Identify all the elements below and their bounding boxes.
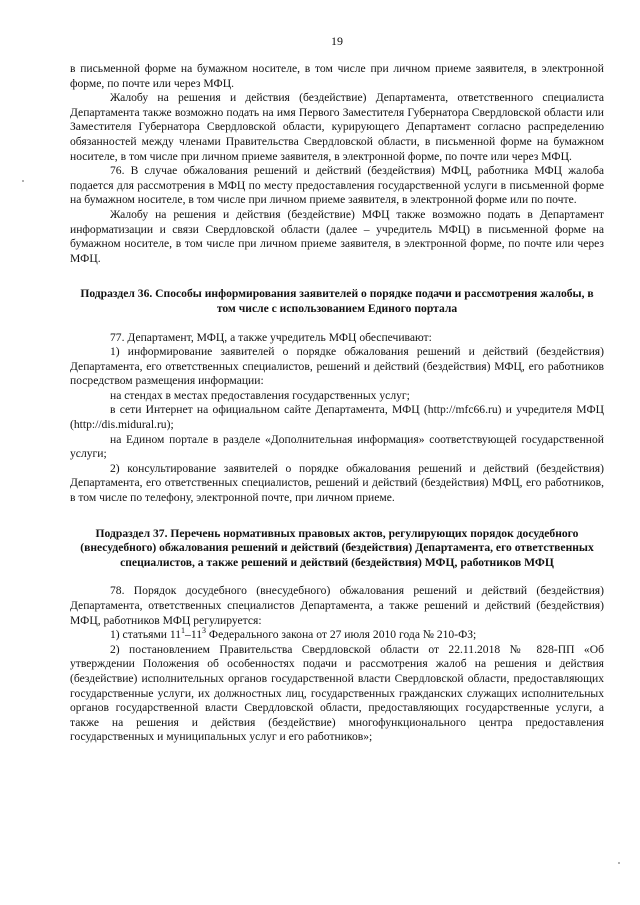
paragraph: 77. Департамент, МФЦ, а также учредитель МФЦ обеспечивают: <box>110 330 432 344</box>
superscript: 3 <box>202 626 207 636</box>
paragraph: Жалобу на решения и действия (бездействие) МФЦ также возможно подать в Департамент информатизации и связи Свердловской области (далее – учредитель МФЦ) в письменной форме на бумажном носителе, в том числе при личном приеме заявителя, в электронной форме, по почте или через МФЦ. <box>70 207 604 265</box>
paragraph <box>70 628 604 643</box>
section-heading: Подраздел 36. Способы информирования заявителей о порядке подачи и рассмотрения жалобы, в том числе с использованием Единого портала <box>80 287 594 315</box>
text-run: –11 <box>185 628 203 642</box>
paragraph: в сети Интернет на официальном сайте Департамента, МФЦ (http://mfc66.ru) и учредителя МФЦ (http://dis.midural.ru); <box>70 403 604 432</box>
text-run: Федерального закона от 27 июля 2010 года № 210-ФЗ; <box>206 628 477 642</box>
scan-speck <box>618 862 620 864</box>
text-run: 1) статьями 11 <box>110 628 182 642</box>
paragraph: на Едином портале в разделе «Дополнительная информация» соответствующей государственной услуги; <box>70 432 604 461</box>
paragraph: в письменной форме на бумажном носителе, в том числе при личном приеме заявителя, в электронной форме, по почте или через МФЦ. <box>70 62 604 90</box>
superscript: 1 <box>181 626 186 636</box>
document-body <box>70 62 604 745</box>
paragraph: 1) информирование заявителей о порядке обжалования решений и действий (бездействия) Департамента, его ответственных специалистов, решений и действий (бездействия) МФЦ, его работников посредством размещения информации: <box>70 345 604 388</box>
scan-speck <box>22 180 24 182</box>
paragraph: на стендах в местах предоставления государственных услуг; <box>110 388 410 402</box>
paragraph: 76. В случае обжалования решений и действий (бездействия) МФЦ, работника МФЦ жалоба подается для рассмотрения в МФЦ по месту предоставления государственной услуги в письменной форме на бумажном носителе, в том числе при личном приеме заявителя, в электронной форме или по почте. <box>70 164 604 207</box>
section-heading: Подраздел 37. Перечень нормативных правовых актов, регулирующих порядок досудебного (внесудебного) обжалования решений и действий (бездействия) Департамента, его ответственных специалистов, а также решений и действий (бездействия) МФЦ, работников МФЦ <box>80 526 594 569</box>
paragraph: 78. Порядок досудебного (внесудебного) обжалования решений и действий (бездействия) Департамента, ответственных специалистов Департамента, а также решений и действий (бездействия) МФЦ, работников МФЦ регулируется: <box>70 584 604 627</box>
paragraph: Жалобу на решения и действия (бездействие) Департамента, ответственного специалиста Департамента также возможно подать на имя Первого Заместителя Губернатора Свердловской области или Заместителя Губернатора Свердловской области, курирующего Департамент согласно распределению обязанностей между членами Правительства Свердловской области, в письменной форме на бумажном носителе, в том числе при личном приеме заявителя, в электронной форме, по почте или через МФЦ. <box>70 91 604 163</box>
document-page <box>70 34 604 745</box>
paragraph: 2) постановлением Правительства Свердловской области от 22.11.2018 № 828-ПП «Об утверждении Положения об особенностях подачи и рассмотрения жалоб на решения и действия (бездействие) исполнительных органов государственной власти Свердловской области, предоставляющих государственные услуги, их должностных лиц, государственных гражданских служащих исполнительных органов государственной власти Свердловской области, предоставляющих государственные услуги, а также на решения и действия (бездействие) многофункционального центра предоставления государственных и муниципальных услуг и его работников»; <box>70 642 604 744</box>
page-number: 19 <box>331 34 343 48</box>
paragraph: 2) консультирование заявителей о порядке обжалования решений и действий (бездействия) Департамента, его ответственных специалистов, решений и действий (бездействия) МФЦ, его работников, в том числе по телефону, электронной почте, при личном приеме. <box>70 461 604 505</box>
